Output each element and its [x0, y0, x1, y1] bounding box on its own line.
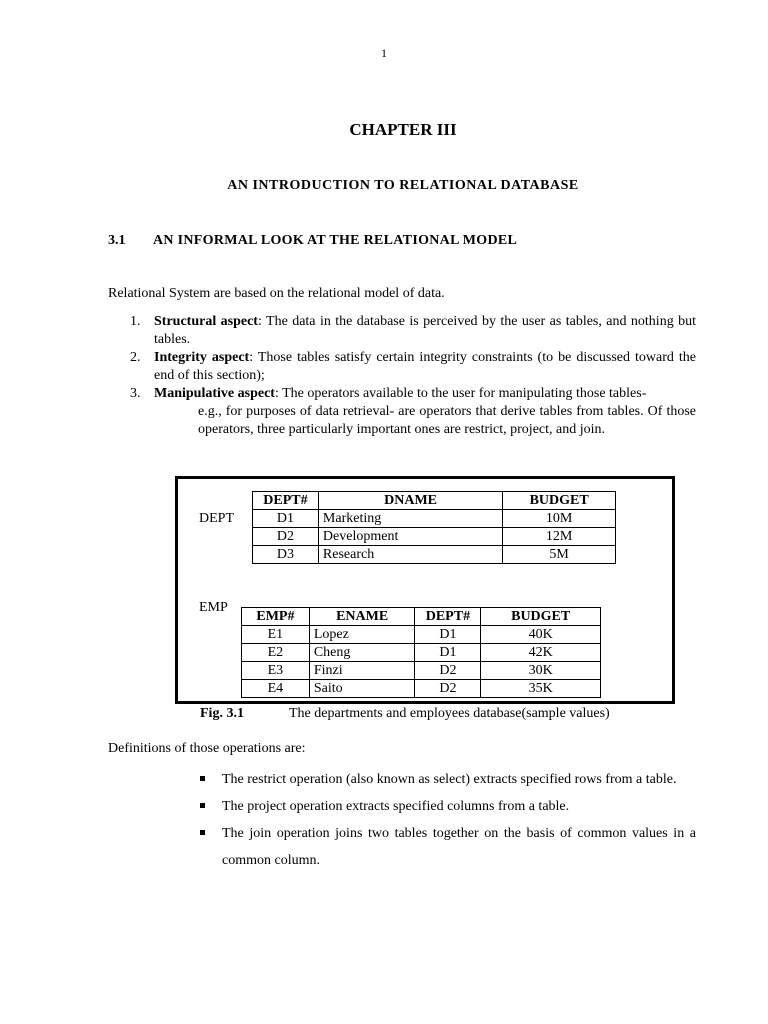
emp-header-budget: BUDGET: [481, 608, 601, 626]
dept-header-deptno: DEPT#: [253, 492, 319, 510]
table-row: [242, 644, 601, 662]
figure-box: [175, 476, 675, 704]
table-cell: Development: [318, 528, 502, 546]
table-row: [242, 626, 601, 644]
list-item-integrity: [130, 349, 696, 385]
table-cell: 12M: [503, 528, 616, 546]
table-cell: D2: [253, 528, 319, 546]
table-cell: E2: [242, 644, 310, 662]
definitions-intro: Definitions of those operations are:: [108, 741, 306, 756]
bullet-square-icon: [200, 776, 205, 781]
table-cell: D3: [253, 546, 319, 564]
list-number: 2.: [130, 350, 141, 365]
section-number: 3.1: [108, 233, 126, 248]
list-item-manipulative: [130, 385, 696, 403]
definition-text: The project operation extracts specified columns from a table.: [222, 799, 570, 814]
table-cell: Lopez: [309, 626, 415, 644]
list-item-structural: [130, 313, 696, 349]
list-item: [200, 766, 696, 793]
table-cell: E1: [242, 626, 310, 644]
list-number: 1.: [130, 314, 141, 329]
page-number: 1: [381, 46, 387, 60]
list-item: [200, 793, 696, 820]
figure-label: Fig. 3.1: [200, 706, 244, 721]
dept-header-dname: DNAME: [318, 492, 502, 510]
table-cell: E3: [242, 662, 310, 680]
table-cell: 40K: [481, 626, 601, 644]
list-item-continuation: e.g., for purposes of data retrieval- are operators that derive tables from tables. Of those operators, three particularly important ones are restrict, project, and join.: [198, 404, 696, 437]
table-cell: 30K: [481, 662, 601, 680]
table-row: [253, 528, 616, 546]
section-title: AN INFORMAL LOOK AT THE RELATIONAL MODEL: [153, 233, 518, 248]
table-cell: D1: [415, 644, 481, 662]
emp-header-ename: ENAME: [309, 608, 415, 626]
table-cell: Research: [318, 546, 502, 564]
bullet-square-icon: [200, 803, 205, 808]
list-number: 3.: [130, 386, 141, 401]
table-row: [242, 680, 601, 698]
table-cell: D1: [415, 626, 481, 644]
table-cell: Cheng: [309, 644, 415, 662]
list-term: Manipulative aspect: [154, 386, 275, 401]
chapter-title: AN INTRODUCTION TO RELATIONAL DATABASE: [227, 178, 579, 193]
table-cell: 42K: [481, 644, 601, 662]
chapter-heading: CHAPTER III: [349, 120, 457, 139]
table-cell: D2: [415, 662, 481, 680]
table-cell: 10M: [503, 510, 616, 528]
list-text: : The data in the database is perceived by the user as tables, and nothing but tables.: [154, 314, 697, 347]
dept-header-budget: BUDGET: [503, 492, 616, 510]
list-text: : Those tables satisfy certain integrity constraints (to be discussed toward the end of this section);: [154, 350, 696, 383]
emp-label: EMP: [199, 600, 228, 615]
emp-header-deptno: DEPT#: [415, 608, 481, 626]
table-cell: 35K: [481, 680, 601, 698]
list-text: : The operators available to the user for manipulating those tables-: [274, 386, 647, 401]
table-cell: Marketing: [318, 510, 502, 528]
table-cell: D1: [253, 510, 319, 528]
table-row: [253, 546, 616, 564]
table-cell: Finzi: [309, 662, 415, 680]
list-term: Integrity aspect: [154, 350, 250, 365]
list-item: [200, 820, 696, 874]
emp-header-empno: EMP#: [242, 608, 310, 626]
bullet-square-icon: [200, 830, 205, 835]
dept-label: DEPT: [199, 511, 234, 526]
table-cell: E4: [242, 680, 310, 698]
definitions-list: [200, 766, 696, 874]
intro-paragraph: Relational System are based on the relational model of data.: [108, 286, 445, 301]
definition-text: The join operation joins two tables together on the basis of common values in a common column.: [222, 826, 696, 868]
table-cell: D2: [415, 680, 481, 698]
table-row: [253, 510, 616, 528]
emp-table: [241, 607, 601, 698]
table-row: [242, 662, 601, 680]
definition-text: The restrict operation (also known as select) extracts specified rows from a table.: [222, 772, 677, 787]
list-term: Structural aspect: [154, 314, 258, 329]
table-cell: Saito: [309, 680, 415, 698]
table-cell: 5M: [503, 546, 616, 564]
dept-table: [252, 491, 616, 564]
figure-caption: The departments and employees database(sample values): [289, 706, 610, 721]
